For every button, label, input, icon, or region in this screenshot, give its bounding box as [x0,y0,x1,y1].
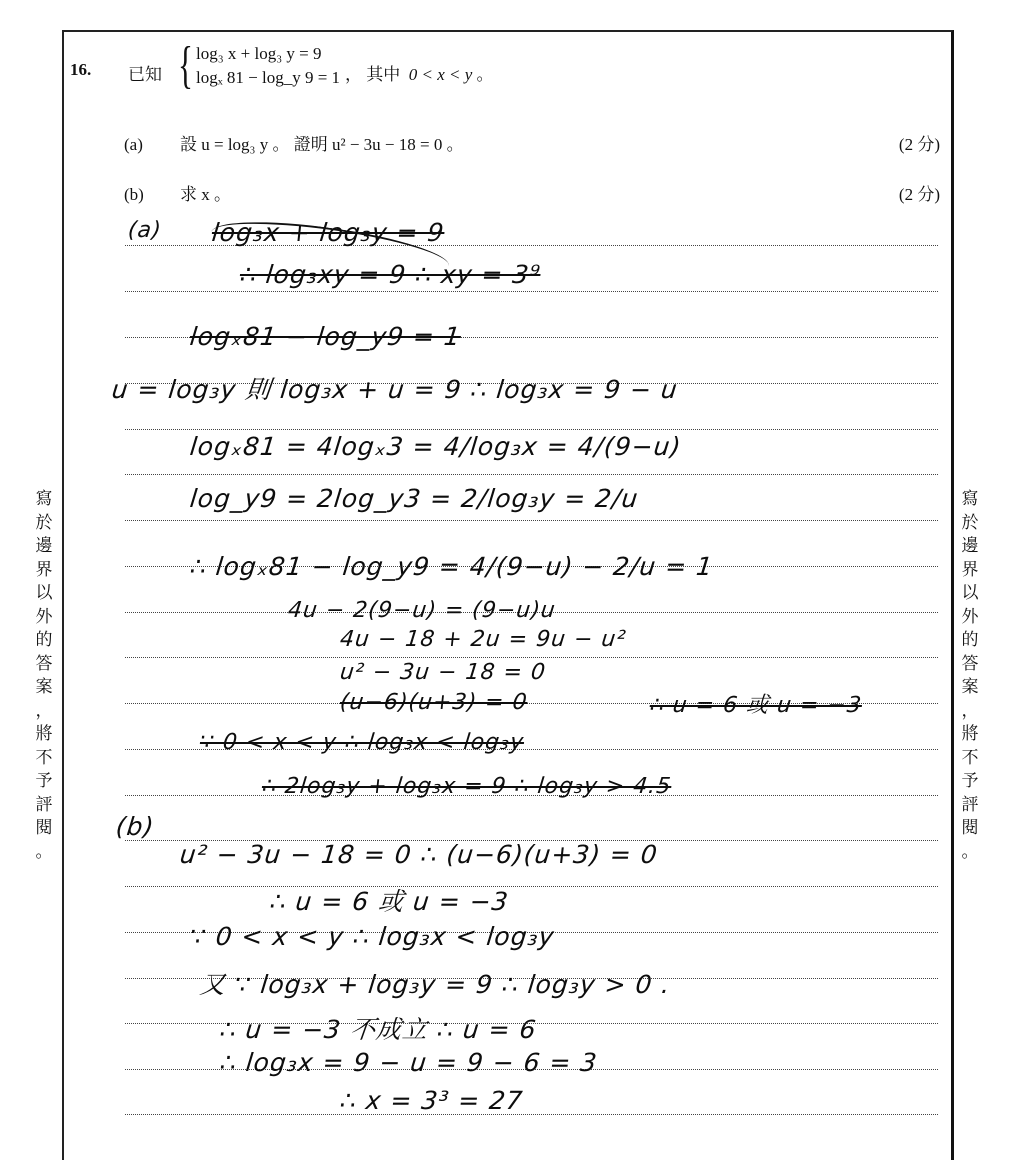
ruled-line [125,474,938,475]
hw-line: u² − 3u − 18 = 0 [338,660,548,685]
hw-line: log_y9 = 2log_y3 = 2/log₃y = 2/u [188,484,641,513]
hw-line: ∵ 0 < x < y ∴ log₃x < log₃y [188,922,557,951]
condition-prefix: ， 其中 [345,65,401,84]
hw-crossed-line: (u−6)(u+3) = 0 [338,690,529,715]
part-a-text: 設 u = log₃ y 。 證明 u² − 3u − 18 = 0 。 [180,135,464,154]
ruled-line [125,886,938,887]
hw-crossed-line: ∴ log₃xy = 9 ∴ xy = 3⁹ [238,260,543,289]
ruled-line [125,429,938,430]
part-b-label: (b) [124,185,144,204]
hw-line: u = log₃y 則 log₃x + u = 9 ∴ log₃x = 9 − u [110,375,680,404]
margin-notice-left: 寫 於 邊 界 以 外 的 答 案 ， 將 不 予 評 閱 。 [35,489,53,862]
part-b-marks: (2 分) [898,185,940,204]
equation-2: logₓ 81 − log_y 9 = 1 [196,68,341,87]
question-number: 16. [70,60,92,79]
equation-system [196,42,340,90]
hw-line: ∴ x = 3³ = 27 [338,1086,525,1115]
margin-notice-right: 寫 於 邊 界 以 外 的 答 案 ， 將 不 予 評 閱 。 [961,489,979,862]
hw-crossed-line: ∵ 0 < x < y ∴ log₃x < log₃y [198,730,526,755]
hw-crossed-line: ∴ 2log₃y + log₃x = 9 ∴ log₃y > 4.5 [260,774,673,799]
hw-line: ∴ logₓ81 − log_y9 = 4/(9−u) − 2/u = 1 [188,552,715,581]
system-brace: { [178,37,193,94]
part-b-prompt [124,180,231,205]
hw-part-a-label: (a) [126,218,163,243]
hw-line: 又 ∵ log₃x + log₃y = 9 ∴ log₃y > 0 . [198,970,672,999]
part-b-text: 求 x 。 [180,185,231,204]
part-a-label: (a) [124,135,143,154]
hw-crossed-line: ∴ u = 6 或 u = −3 [648,693,864,718]
hw-line: 4u − 18 + 2u = 9u − u² [338,627,628,652]
hw-line: ∴ u = 6 或 u = −3 [268,887,511,916]
condition-suffix: 。 [476,65,494,84]
condition [345,60,494,85]
ruled-line [125,291,938,292]
condition-inequality: 0 < x < y [408,65,473,84]
hw-part-b-label: (b) [114,812,156,841]
hw-line: ∴ log₃x = 9 − u = 9 − 6 = 3 [218,1048,599,1077]
hw-line: 4u − 2(9−u) = (9−u)u [286,598,558,623]
given-label: 已知 [128,65,162,84]
hw-crossed-line: log₃x + log₃y = 9 [210,218,446,247]
part-a-prompt [124,130,464,155]
hw-line: u² − 3u − 18 = 0 ∴ (u−6)(u+3) = 0 [178,840,660,869]
hw-crossed-line: logₓ81 − log_y9 = 1 [188,322,463,351]
part-a-marks: (2 分) [898,135,940,154]
hw-line: logₓ81 = 4logₓ3 = 4/log₃x = 4/(9−u) [188,432,683,461]
equation-1: log₃ x + log₃ y = 9 [196,44,322,63]
ruled-line [125,657,938,658]
ruled-line [125,520,938,521]
ruled-line [125,1114,938,1115]
hw-line: ∴ u = −3 不成立 ∴ u = 6 [218,1015,539,1044]
